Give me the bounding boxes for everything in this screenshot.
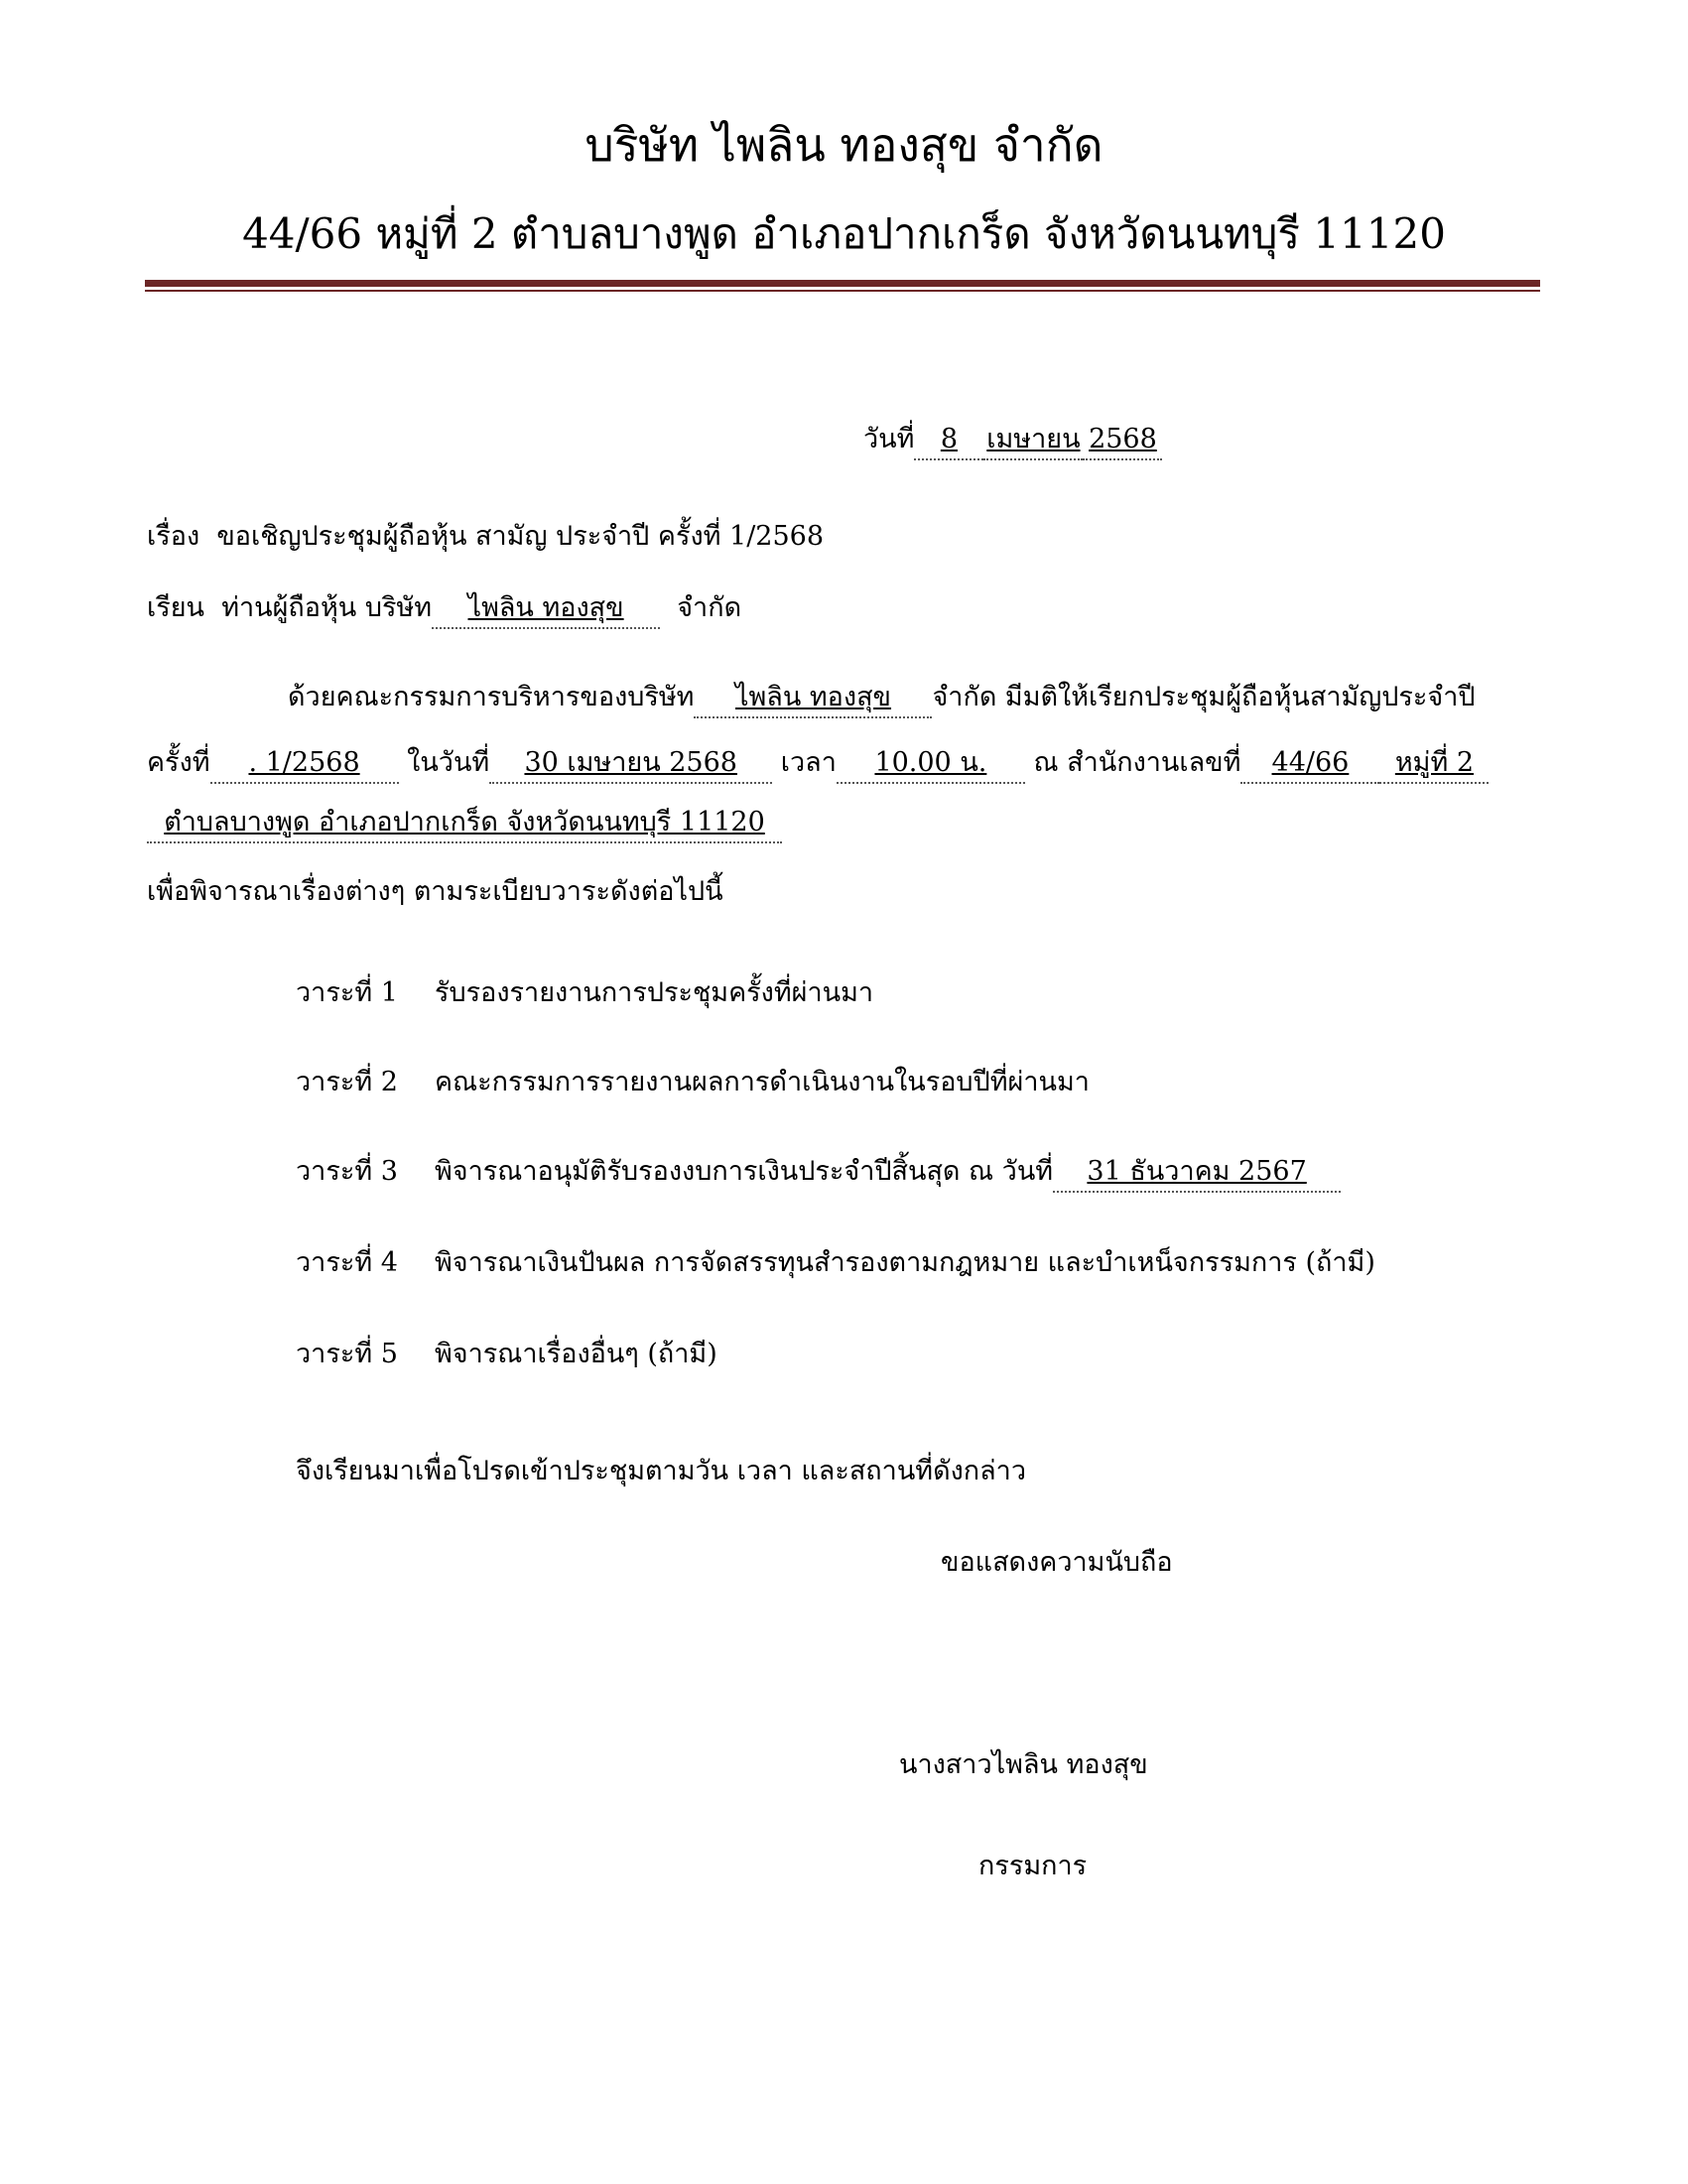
body-text: ครั้งที่	[147, 747, 210, 778]
body-line-1	[288, 679, 1476, 718]
recipient-suffix: จำกัด	[677, 592, 742, 623]
meeting-time: 10.00 น.	[837, 744, 1025, 784]
agenda-text: คณะกรรมการรายงานผลการดำเนินงานในรอบปีที่ผ่านมา	[435, 1067, 1090, 1097]
date-year: 2568	[1083, 421, 1162, 460]
meeting-number: . 1/2568	[210, 744, 399, 784]
agenda-text: รับรองรายงานการประชุมครั้งที่ผ่านมา	[435, 977, 874, 1008]
body-text: ด้วยคณะกรรมการบริหารของบริษัท	[288, 682, 695, 712]
recipient-line	[147, 589, 741, 629]
company-name: บริษัท ไพลิน ทองสุข จำกัด	[584, 118, 1104, 172]
subject-label: เรื่อง	[147, 521, 200, 552]
agenda-label: วาระที่ 4	[296, 1247, 398, 1278]
recipient-label: เรียน	[147, 592, 205, 623]
body-line-4: เพื่อพิจารณาเรื่องต่างๆ ตามระเบียบวาระดังต่อไปนี้	[147, 876, 723, 907]
subject-text: ขอเชิญประชุมผู้ถือหุ้น สามัญ ประจำปี ครั้งที่ 1/2568	[216, 521, 825, 552]
header-divider-thin	[145, 290, 1540, 292]
agenda-item-4	[296, 1244, 1375, 1282]
agenda-label: วาระที่ 1	[296, 977, 398, 1008]
agenda-label: วาระที่ 3	[296, 1156, 398, 1187]
recipient-company: ไพลิน ทองสุข	[432, 589, 660, 629]
date-day: 8	[914, 421, 983, 460]
header-divider	[145, 280, 1540, 287]
agenda-label: วาระที่ 5	[296, 1339, 398, 1369]
signer-name: นางสาวไพลิน ทองสุข	[899, 1749, 1148, 1780]
signer-title: กรรมการ	[978, 1851, 1088, 1881]
recipient-prefix: ท่านผู้ถือหุ้น บริษัท	[221, 592, 433, 623]
body-line-3	[147, 804, 782, 843]
letter-date	[863, 421, 1162, 460]
office-address: ตำบลบางพูด อำเภอปากเกร็ด จังหวัดนนทบุรี 11120	[147, 804, 782, 843]
closing-invitation: จึงเรียนมาเพื่อโปรดเข้าประชุมตามวัน เวลา และสถานที่ดังกล่าว	[296, 1456, 1027, 1486]
agenda-item-3	[296, 1153, 1341, 1193]
company-address: 44/66 หมู่ที่ 2 ตำบลบางพูด อำเภอปากเกร็ด จังหวัดนนทบุรี 11120	[242, 209, 1446, 258]
agenda-date: 31 ธันวาคม 2567	[1053, 1153, 1341, 1193]
body-text: ณ สำนักงานเลขที่	[1033, 747, 1241, 778]
agenda-item-1	[296, 974, 873, 1012]
agenda-text: พิจารณาเรื่องอื่นๆ (ถ้ามี)	[435, 1339, 717, 1369]
date-month: เมษายน	[983, 421, 1083, 460]
agenda-item-5	[296, 1336, 717, 1373]
office-number: 44/66	[1240, 744, 1379, 784]
agenda-text: พิจารณาอนุมัติรับรองงบการเงินประจำปีสิ้นสุด ณ วันที่	[435, 1156, 1054, 1187]
date-label: วันที่	[863, 424, 915, 454]
body-company: ไพลิน ทองสุข	[694, 679, 932, 718]
body-text: จำกัด มีมติให้เรียกประชุมผู้ถือหุ้นสามัญประจำปี	[932, 682, 1476, 712]
body-line-2	[147, 744, 1489, 784]
agenda-item-2	[296, 1064, 1090, 1101]
agenda-label: วาระที่ 2	[296, 1067, 398, 1097]
meeting-date: 30 เมษายน 2568	[489, 744, 772, 784]
body-text: ในวันที่	[407, 747, 490, 778]
office-moo: หมู่ที่ 2	[1379, 744, 1489, 784]
agenda-text: พิจารณาเงินปันผล การจัดสรรทุนสำรองตามกฎหมาย และบำเหน็จกรรมการ (ถ้ามี)	[435, 1247, 1375, 1278]
subject-line	[147, 518, 824, 556]
closing-regards: ขอแสดงความนับถือ	[941, 1547, 1173, 1578]
body-text: เวลา	[780, 747, 837, 778]
